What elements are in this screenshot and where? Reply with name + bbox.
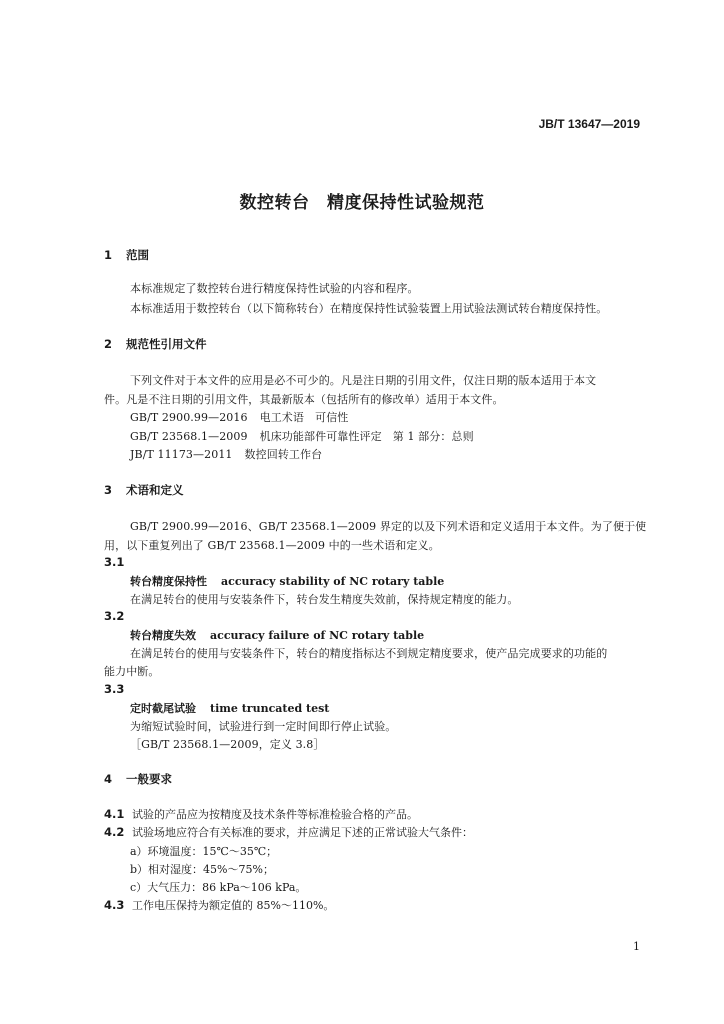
list-item: a）环境温度：15℃～35℃； [130,845,278,858]
reference-code: GB/T 2900.99—2016 [130,411,248,424]
term-definition: 为缩短试验时间，试验进行到一定时间即行停止试验。 [130,720,397,733]
reference-item [130,446,322,462]
section-title: 范围 [126,248,149,262]
reference-code: GB/T 23568.1—2009 [130,430,248,443]
clause-text: 试验场地应符合有关标准的要求，并应满足下述的正常试验大气条件： [132,826,473,839]
section-number: 3 [104,483,113,497]
term-source: ［GB/T 23568.1—2009，定义 3.8］ [130,738,325,751]
section-heading-3 [104,482,184,498]
reference-title: 机床功能部件可靠性评定 第 1 部分：总则 [259,430,474,443]
list-item: b）相对湿度：45%～75%； [130,863,274,876]
clause-4-2 [104,824,473,840]
term-chinese: 转台精度失效 [130,629,196,642]
paragraph: 本标准适用于数控转台（以下简称转台）在精度保持性试验装置上用试验法测试转台精度保持性。 [130,302,608,315]
term-english: accuracy stability of NC rotary table [221,575,445,588]
list-item: c）大气压力：86 kPa～106 kPa。 [130,881,307,894]
section-title: 术语和定义 [126,483,184,497]
paragraph: 本标准规定了数控转台进行精度保持性试验的内容和程序。 [130,282,419,295]
section-heading-2 [104,336,207,352]
clause-number: 4.3 [104,898,125,912]
section-heading-4 [104,771,172,787]
section-title: 规范性引用文件 [126,337,207,351]
clause-text: 试验的产品应为按精度及技术条件等标准检验合格的产品。 [132,808,418,821]
section-heading-1 [104,247,149,263]
section-number: 1 [104,248,113,262]
reference-code: JB/T 11173—2011 [130,448,233,461]
clause-4-1 [104,806,418,822]
term-heading [130,573,444,589]
reference-item [130,428,474,444]
term-heading [130,627,424,643]
section-number: 2 [104,337,113,351]
paragraph-line: GB/T 2900.99—2016、GB/T 23568.1—2009 界定的以及下列术语和定义适用于本文件。为了便于使 [130,520,647,533]
section-number: 4 [104,772,113,786]
reference-title: 电工术语 可信性 [259,411,349,424]
term-heading [130,700,329,716]
term-definition: 在满足转台的使用与安装条件下，转台的精度指标达不到规定精度要求，使产品完成要求的功能的 [130,647,608,660]
term-number: 3.3 [104,682,125,696]
standard-number: JB/T 13647—2019 [538,117,640,131]
reference-title: 数控回转工作台 [244,448,323,461]
term-definition: 在满足转台的使用与安装条件下，转台发生精度失效前，保持规定精度的能力。 [130,593,519,606]
paragraph-line: 下列文件对于本文件的应用是必不可少的。凡是注日期的引用文件，仅注日期的版本适用于本文 [130,374,597,387]
clause-4-3 [104,897,334,913]
paragraph-line: 用，以下重复列出了 GB/T 23568.1—2009 中的一些术语和定义。 [104,539,440,552]
page-number: 1 [633,940,640,953]
clause-text: 工作电压保持为额定值的 85%～110%。 [132,899,335,912]
term-number: 3.1 [104,555,125,569]
term-english: accuracy failure of NC rotary table [210,629,425,642]
section-title: 一般要求 [126,772,172,786]
document-title: 数控转台 精度保持性试验规范 [239,193,485,213]
clause-number: 4.2 [104,825,125,839]
term-english: time truncated test [210,702,330,715]
term-number: 3.2 [104,609,125,623]
term-definition: 能力中断。 [104,665,160,678]
term-chinese: 转台精度保持性 [130,575,207,588]
clause-number: 4.1 [104,807,125,821]
term-chinese: 定时截尾试验 [130,702,196,715]
paragraph-line: 件。凡是不注日期的引用文件，其最新版本（包括所有的修改单）适用于本文件。 [104,393,504,406]
reference-item [130,409,348,425]
